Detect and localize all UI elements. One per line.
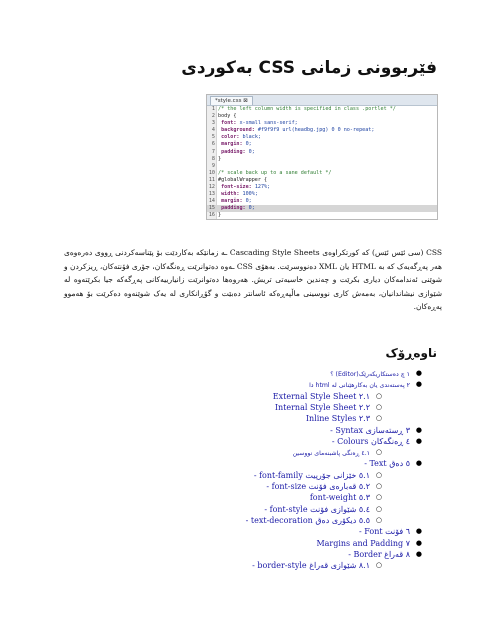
code-line [207,170,437,177]
line-number: 8 [211,155,215,162]
toc-item[interactable] [309,379,422,390]
line-number: 11 [208,176,215,183]
toc-item-label: ٢.٣ Inline Styles [305,414,370,424]
code-line [207,177,437,184]
bullet-disc-icon: ● [415,425,422,434]
line-number: 6 [211,141,215,148]
intro-paragraph: CSS (سی ئێس ئێس) کە کورتکراوەی Cascading Style Sheets ـە زمانێکە بەکاردێت بۆ پێناسەکردنی ڕووی دەرەوەی هەر پەڕگەیەک کە بە HTML یان XML دەنووسرێت. بەھۆی CSS ـەوە دەتوانرێت ڕەنگەکان، جۆری فۆنتەکان، ڕیزکردن و شوێنی ئەندامەکان دیاری بکرێت و چەندین خاسیەتی تریش. هەروەها دەتوانرێت زانیارییەکانی پەڕگەکە جیا بکرێتەوە لە شێوازی نیشاندانیان، بەمەش کاری نووسینی ماڵپەڕەکە ئاسانتر دەبێت و گۆڕانکاری لە یەک شوێنەوە دەکرێت بۆ هەموو پەڕەکان. [64,248,442,312]
toc-item-label: ٢.٢ Internal Style Sheet [274,402,370,412]
toc-item-label: ٨ قەراغ Border - [348,549,410,559]
code-token: } [218,212,222,219]
bullet-circle-icon: ○ [375,482,382,490]
toc-heading: ناوەڕۆک [385,346,437,360]
toc-item-label: ١ چ دەستکاریکەرێک(Editor) ؟ [330,371,410,378]
code-token: black; [242,134,261,141]
code-line [207,198,437,205]
code-token: 100%; [242,191,258,198]
toc-item[interactable] [252,560,382,571]
code-token: width: [218,191,243,198]
code-token: /* scale back up to a sane default */ [218,169,332,176]
editor-tab-bar [207,95,437,106]
bullet-circle-icon: ○ [375,448,382,457]
toc-item[interactable] [330,425,422,436]
line-number: 14 [208,198,215,205]
code-token: } [218,155,222,162]
toc-item[interactable] [331,436,422,447]
code-token: font-size: [218,184,255,191]
code-token: x-small sans-serif; [239,120,298,127]
bullet-circle-icon: ○ [375,561,382,570]
line-number: 9 [211,162,215,169]
toc-item-label: ٥.٤ شێوازی فۆنت font-style - [264,504,370,514]
code-line [207,134,437,141]
toc-item-label: ٢.١ External Style Sheet [272,391,370,401]
code-line [207,141,437,148]
line-number: 4 [211,127,215,134]
bullet-circle-icon: ○ [375,402,382,411]
toc-item-label: ٥.٢ قەبارەی فۆنت font-size - [266,482,370,491]
bullet-circle-icon: ○ [375,504,382,513]
code-line [207,113,437,120]
code-line [207,120,437,127]
line-number: 12 [208,184,215,191]
toc-item[interactable] [245,515,382,526]
toc-item[interactable] [359,526,422,537]
code-token: /* the left column width is specified in class .portlet */ [218,106,396,112]
line-number: 1 [211,106,215,112]
bullet-disc-icon: ● [415,436,422,445]
bullet-circle-icon: ○ [375,515,382,524]
toc-item-label: ٢ پەستەندی یان بەکارهێنانی لە html دا [309,382,410,390]
line-number: 10 [208,169,215,176]
code-token: 0; [245,198,252,205]
toc-item[interactable] [316,538,422,549]
toc-item[interactable] [309,492,382,503]
line-number: 16 [208,212,215,219]
bullet-circle-icon: ○ [375,493,382,502]
line-number: 3 [211,120,215,127]
toc-item-label: ٥ دەق Text - [364,459,410,469]
toc-item-label: ٤.١ ڕەنگی پاشبنەمای نووسین [292,450,370,458]
toc-item-label: ٣ ڕستەسازی Syntax - [330,425,410,435]
code-token: padding: [218,205,249,212]
bullet-disc-icon: ● [415,538,422,547]
line-number: 5 [211,134,215,141]
line-number: 7 [211,148,215,155]
toc-item[interactable] [272,391,382,402]
toc-item[interactable] [264,504,382,515]
code-token: body { [218,113,237,120]
toc-item[interactable] [253,470,382,481]
code-line [207,163,437,170]
bullet-circle-icon: ○ [375,391,382,400]
code-token: margin: [218,141,246,148]
toc-item[interactable] [364,458,422,469]
toc-item-label: ٤ ڕەنگەکان Colours - [331,436,410,446]
toc-item-label: ٦ فۆنت Font - [359,527,410,537]
code-line [207,149,437,156]
code-token: #globalWrapper { [218,176,268,183]
code-line [207,184,437,191]
code-token: 127%; [254,184,271,191]
code-line [207,205,437,212]
bullet-disc-icon: ● [415,549,422,558]
editor-tab-style-css: *style.css ⊠ [210,96,253,105]
toc-item[interactable] [274,402,382,413]
bullet-disc-icon: ● [415,380,422,389]
toc-item[interactable] [330,368,422,379]
line-number: 15 [208,205,215,212]
toc-item-label: ٥.٥ دیکۆری دەق text-decoration - [245,515,370,525]
toc-item-label: ٥.٣ font-weight [309,493,370,503]
toc-item[interactable] [348,549,422,560]
toc-item-label: ٧ Margins and Padding [316,538,410,548]
line-number: 13 [208,191,215,198]
toc-item[interactable] [266,481,382,492]
code-token: 0; [245,141,252,148]
code-token: background: [218,127,258,134]
code-editor-screenshot [206,94,438,220]
line-number: 2 [211,113,215,120]
editor-code-lines [207,106,437,220]
bullet-circle-icon: ○ [375,470,382,479]
document-title: فێربوونی زمانی CSS بەکوردی [181,58,437,78]
code-token: padding: [218,148,249,155]
code-token: 0; [248,148,255,155]
toc-item-label: ٨.١ شێوازی قەراغ border-style - [252,561,370,571]
code-token: color: [218,134,243,141]
code-line [207,212,437,219]
toc-item[interactable] [292,447,382,458]
code-token: #f9f9f9 url(headbg.jpg) 0 0 no-repeat; [257,127,375,134]
code-line [207,106,437,113]
bullet-disc-icon: ● [415,459,422,468]
code-token: font: [218,120,240,127]
code-token: 0; [248,205,255,212]
toc-item-label: ٥.١ خێزانی جۆرپیت font-family - [253,470,370,480]
code-token: margin: [218,198,246,205]
toc-item[interactable] [305,413,382,424]
bullet-circle-icon: ○ [375,414,382,423]
bullet-disc-icon: ● [415,369,422,377]
code-line [207,191,437,198]
code-line [207,127,437,134]
bullet-disc-icon: ● [415,527,422,536]
code-line [207,156,437,163]
